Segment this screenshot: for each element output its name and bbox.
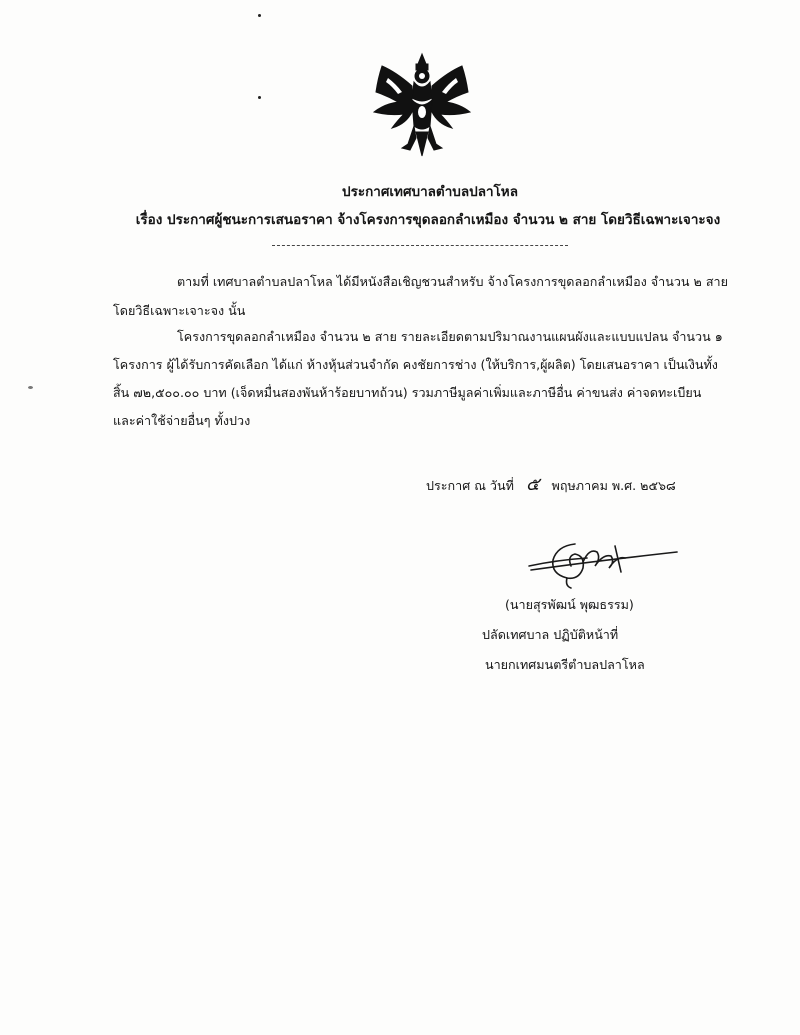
announcement-month-year: พฤษภาคม พ.ศ. ๒๕๖๘ — [551, 478, 676, 493]
scan-speck — [28, 386, 33, 389]
garuda-emblem-icon — [368, 52, 476, 164]
signatory-name: (นายสุรพัฒน์ พุฒธรรม) — [505, 597, 634, 612]
body-line: โดยวิธีเฉพาะเจาะจง นั้น — [113, 303, 246, 318]
signature-icon — [527, 532, 687, 592]
announcement-prefix: ประกาศ ณ วันที่ — [426, 478, 514, 493]
body-line: และค่าใช้จ่ายอื่นๆ ทั้งปวง — [113, 413, 251, 428]
scan-speck — [258, 96, 261, 99]
subject-title: เรื่อง ประกาศผู้ชนะการเสนอราคา จ้างโครงการขุดลอกลำเหมือง จำนวน ๒ สาย โดยวิธีเฉพาะเจาะจง — [135, 212, 721, 228]
signatory-position: ปลัดเทศบาล ปฏิบัติหน้าที่ — [482, 627, 619, 642]
body-line: โครงการ ผู้ได้รับการคัดเลือก ได้แก่ ห้างหุ้นส่วนจำกัด คงชัยการช่าง (ให้บริการ,ผู้ผลิต) โดยเสนอราคา เป็นเงินทั้ง — [113, 357, 718, 372]
body-line: ตามที่ เทศบาลตำบลปลาโหล ได้มีหนังสือเชิญชวนสำหรับ จ้างโครงการขุดลอกลำเหมือง จำนวน ๒ สาย — [177, 274, 728, 289]
handwritten-day: ๕ — [525, 474, 540, 495]
scan-speck — [258, 14, 261, 17]
divider-line — [272, 245, 568, 246]
body-line: โครงการขุดลอกลำเหมือง จำนวน ๒ สาย รายละเอียดตามปริมาณงานแผนผังและแบบแปลน จำนวน ๑ — [177, 329, 723, 344]
announcement-date — [426, 476, 676, 495]
signatory-title: นายกเทศมนตรีตำบลปลาโหล — [485, 657, 645, 672]
body-line: สิ้น ๗๒,๕๐๐.๐๐ บาท (เจ็ดหมื่นสองพันห้าร้อยบาทถ้วน) รวมภาษีมูลค่าเพิ่มและภาษีอื่น ค่าขนส่ง ค่าจดทะเบียน — [113, 385, 702, 400]
org-title: ประกาศเทศบาลตำบลปลาโหล — [342, 184, 518, 200]
